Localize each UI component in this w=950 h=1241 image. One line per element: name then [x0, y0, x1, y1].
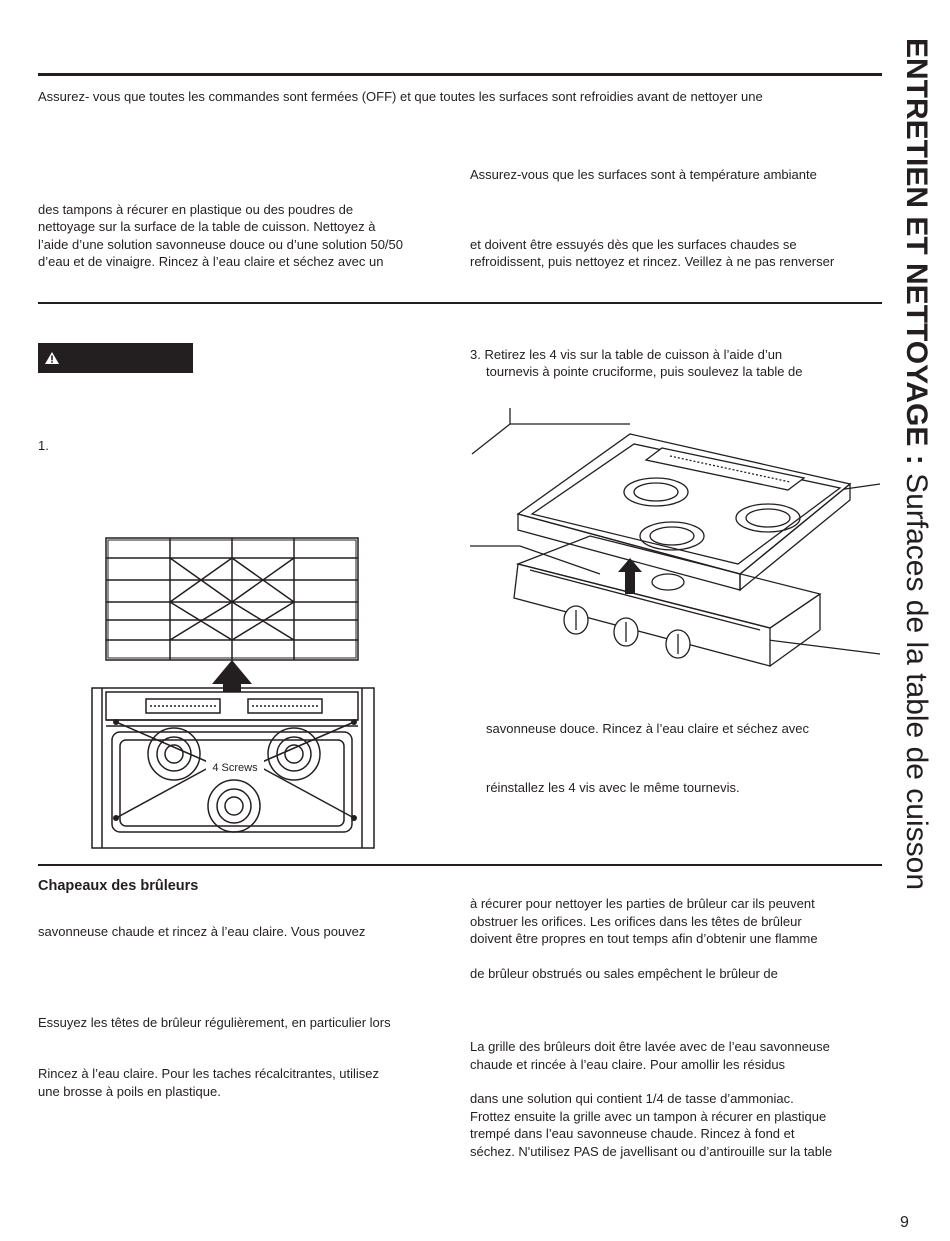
grate-removal-figure [90, 536, 380, 851]
left-para-line: d’eau et de vinaigre. Rincez à l’eau claire et séchez avec un [38, 254, 384, 269]
right-text-c-line: chaude et rincée à l’eau claire. Pour amollir les résidus [470, 1057, 786, 1072]
after-text-b: réinstallez les 4 vis avec le même tournevis. [486, 780, 740, 795]
side-title-bold: ENTRETIEN ET NETTOYAGE : [900, 38, 933, 465]
screws-label: 4 Screws [212, 762, 258, 774]
step-3-line: 3. Retirez les 4 vis sur la table de cuisson à l’aide d’un [470, 347, 783, 362]
right-text-d-line: séchez. N'utilisez PAS de javellisant ou d’antirouille sur la table [470, 1144, 833, 1159]
screw-marker [351, 815, 357, 821]
side-title [896, 38, 936, 968]
right-text-d-line: dans une solution qui contient 1/4 de tasse d’ammoniac. [470, 1091, 794, 1106]
page-number: 9 [900, 1214, 909, 1231]
left-text-b: Essuyez les têtes de brûleur régulièrement, en particulier lors [38, 1015, 391, 1030]
side-title-light: Surfaces de la table de cuisson [900, 473, 933, 891]
section-rule-2 [38, 302, 882, 304]
screw-marker [351, 719, 357, 725]
right-text-d-line: Frottez ensuite la grille avec un tampon à récurer en plastique [470, 1109, 827, 1124]
right-para-line: et doivent être essuyés dès que les surfaces chaudes se [470, 237, 797, 252]
right-text-d-line: trempé dans l’eau savonneuse chaude. Rincez à fond et [470, 1126, 795, 1141]
left-text-c-line: une brosse à poils en plastique. [38, 1084, 221, 1099]
right-text-c-line: La grille des brûleurs doit être lavée avec de l’eau savonneuse [470, 1039, 830, 1054]
left-para-line: nettoyage sur la surface de la table de cuisson. Nettoyez à [38, 219, 376, 234]
step-1-number: 1. [38, 438, 49, 453]
left-text-a: savonneuse chaude et rincez à l’eau claire. Vous pouvez [38, 924, 366, 939]
right-para-line: refroidissent, puis nettoyez et rincez. Veillez à ne pas renverser [470, 254, 835, 269]
cooktop-lift-figure [470, 404, 882, 684]
section-rule-top [38, 73, 882, 76]
after-text-a: savonneuse douce. Rincez à l’eau claire et séchez avec [486, 721, 810, 736]
screw-marker [113, 815, 119, 821]
left-text-c-line: Rincez à l’eau claire. Pour les taches récalcitrantes, utilisez [38, 1066, 380, 1081]
left-para-line: des tampons à récurer en plastique ou des poudres de [38, 202, 354, 217]
burner-caps-heading: Chapeaux des brûleurs [38, 878, 199, 894]
right-text-a-line: obstruer les orifices. Les orifices dans les têtes de brûleur [470, 914, 802, 929]
right-text-a-line: doivent être propres en tout temps afin d’obtenir une flamme [470, 931, 818, 946]
right-text-b: de brûleur obstrués ou sales empêchent le brûleur de [470, 966, 778, 981]
left-para-line: l’aide d’une solution savonneuse douce ou d’une solution 50/50 [38, 237, 404, 252]
warning-icon [45, 352, 59, 364]
right-para-a: Assurez-vous que les surfaces sont à température ambiante [470, 167, 817, 182]
intro-text: Assurez- vous que toutes les commandes sont fermées (OFF) et que toutes les surfaces sont refroidies avant de nettoyer une [38, 89, 763, 104]
right-text-a-line: à récurer pour nettoyer les parties de brûleur car ils peuvent [470, 896, 815, 911]
warning-banner [38, 343, 193, 373]
section-rule-3 [38, 864, 882, 866]
screw-marker [113, 719, 119, 725]
step-3-line: tournevis à pointe cruciforme, puis soulevez la table de [486, 364, 803, 379]
